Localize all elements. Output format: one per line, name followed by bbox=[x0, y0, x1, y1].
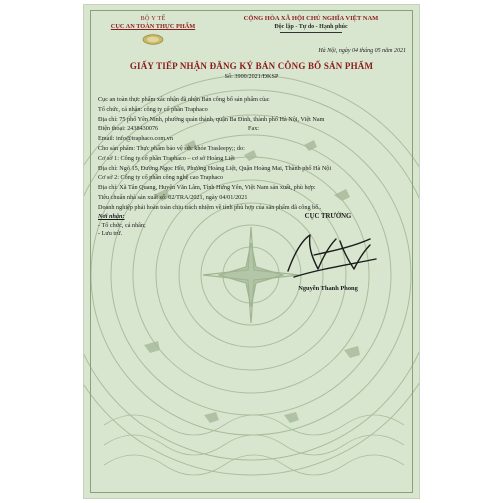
recipient-item: - Tổ chức, cá nhân; bbox=[98, 221, 146, 229]
handwritten-signature bbox=[274, 225, 384, 285]
manufacturer-standard: Tiêu chuẩn nhà sản xuất số: 02/TRA/2021, ngày 04/01/2021 bbox=[98, 193, 248, 201]
motto-underline bbox=[280, 32, 342, 33]
recipient-item: - Lưu trữ. bbox=[98, 229, 123, 237]
agency-name: CỤC AN TOÀN THỰC PHẨM bbox=[110, 23, 196, 31]
email: Email: info@traphaco.com.vn bbox=[98, 135, 173, 143]
national-motto: Độc lập - Tự do - Hạnh phúc bbox=[274, 23, 348, 30]
document-title: GIẤY TIẾP NHẬN ĐĂNG KÝ BẢN CÔNG BỐ SẢN PHẨM bbox=[129, 61, 374, 71]
intro-text: Cục an toàn thực phẩm xác nhận đã nhận Bản công bố sản phẩm của: bbox=[98, 96, 270, 104]
organization-address: Địa chỉ: 75 phố Yên Ninh, phường quán thánh, quận Ba Đình, thành phố Hà Nội, Việt Nam bbox=[98, 115, 325, 123]
organization: Tổ chức, cá nhân: công ty cổ phần Traphaco bbox=[98, 105, 208, 113]
agency-stamp-icon bbox=[142, 34, 164, 45]
responsibility-statement: Doanh nghiệp phải hoàn toàn chịu trách nhiệm về tính phù hợp của sản phẩm đã công bố.. bbox=[98, 203, 322, 211]
phone: Điện thoại: 2438430076 bbox=[98, 125, 159, 133]
country-name: CỘNG HÒA XÃ HỘI CHỦ NGHĨA VIỆT NAM bbox=[243, 15, 379, 22]
facility-1: Cơ sở 1: Công ty cổ phần Traphaco – cơ sở Hoàng Liệt bbox=[98, 154, 235, 162]
recipients-heading: Nơi nhận: bbox=[98, 213, 125, 221]
contact-row bbox=[98, 125, 405, 133]
certificate-document bbox=[84, 5, 419, 498]
document-content bbox=[98, 15, 405, 323]
place-and-date: Hà Nội, ngày 04 tháng 05 năm 2021 bbox=[318, 48, 406, 54]
document-body bbox=[98, 96, 405, 212]
fax: Fax: bbox=[248, 125, 260, 133]
recipients-block bbox=[98, 213, 228, 238]
product: Cho sản phẩm: Thực phẩm bảo vệ sức khỏe Trasleepy;; do: bbox=[98, 144, 245, 152]
signature-block bbox=[248, 213, 408, 293]
signer-name: Nguyễn Thanh Phong bbox=[298, 285, 358, 293]
national-heading bbox=[216, 15, 406, 33]
facility-2: Cơ sở 2: Công ty cổ phần công nghệ cao Traphaco bbox=[98, 174, 224, 182]
document-footer bbox=[98, 213, 405, 323]
document-number: Số: 3900/2021/ĐKSP bbox=[224, 72, 279, 80]
agency-block bbox=[98, 15, 208, 45]
ministry-name: BỘ Y TẾ bbox=[140, 15, 166, 22]
document-header bbox=[98, 15, 405, 57]
signing-office: CỤC TRƯỞNG bbox=[304, 213, 352, 221]
facility-1-address: Địa chỉ: Ngõ 15, Đường Ngọc Hồi, Phường Hoàng Liệt, Quận Hoàng Mai, Thành phố Hà Nội bbox=[98, 164, 332, 172]
facility-2-address: Địa chỉ: Xã Tân Quang, Huyện Văn Lâm, Tỉnh Hưng Yên, Việt Nam sản xuất, phù hợp: bbox=[98, 184, 316, 192]
